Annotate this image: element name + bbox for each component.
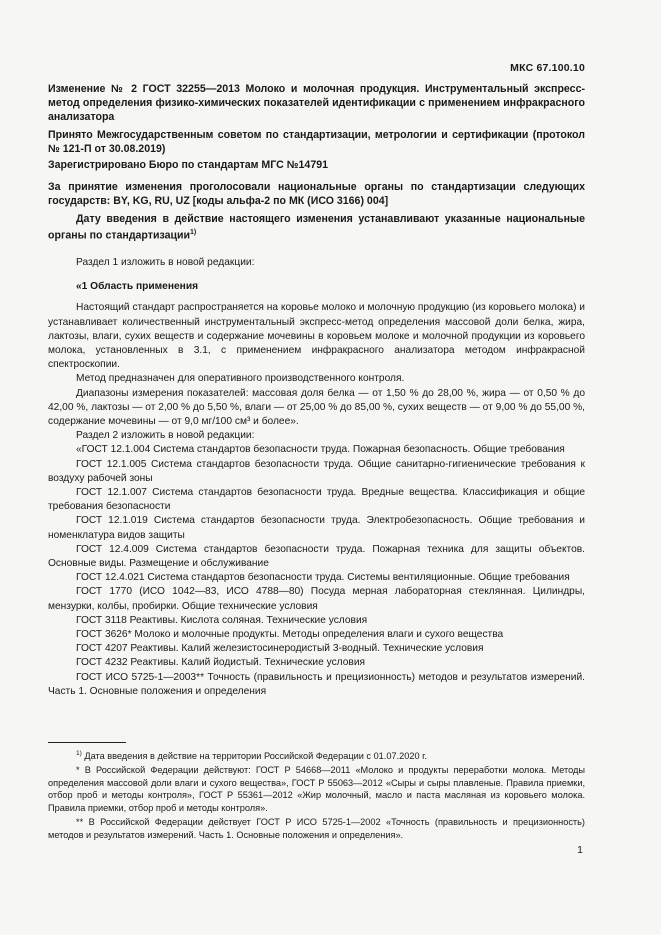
reference-item: ГОСТ 12.1.005 Система стандартов безопасности труда. Общие санитарно-гигиенические требования к воздуху рабочей зоны — [48, 458, 585, 484]
reference-item: ГОСТ 12.4.021 Система стандартов безопасности труда. Системы вентиляционные. Общие требования — [76, 572, 570, 584]
voted-statement: За принятие изменения проголосовали национальные органы по стандартизации следующих государств: BY, KG, RU, UZ [коды альфа-2 по МК (ИСО 3166) 004] — [48, 181, 585, 208]
footnote-1 — [48, 748, 585, 763]
section2-intro: Раздел 2 изложить в новой редакции: — [76, 430, 255, 442]
reference-item: ГОСТ 4207 Реактивы. Калий железистосинеродистый 3-водный. Технические условия — [76, 643, 484, 655]
reference-item: ГОСТ ИСО 5725-1—2003** Точность (правильность и прецизионность) методов и результатов измерений. Часть 1. Основные положения и определения — [48, 671, 585, 697]
reference-item: ГОСТ 12.1.007 Система стандартов безопасности труда. Вредные вещества. Классификация и общие требования безопасности — [48, 487, 585, 513]
reference-item: ГОСТ 12.4.009 Система стандартов безопасности труда. Пожарная техника для защиты объектов. Основные виды. Размещение и обслуживание — [48, 543, 585, 570]
reference-item: ГОСТ 3118 Реактивы. Кислота соляная. Технические условия — [76, 614, 368, 626]
scope-paragraph-3: Диапазоны измерения показателей: массовая доля белка — от 1,50 % до 28,00 %, жира — от 0,50 % до 42,00 %, лактозы — от 2,00 % до 5,50 %, влаги — от 25,00 % до 85,00 %, сухих веществ — от 9,00 % до 55,00 %, содержание мочевины — от 9,0 мг/100 см³ и более». — [48, 387, 585, 428]
footnote-1-mark: 1) — [76, 750, 82, 757]
footnote-2: * В Российской Федерации действуют: ГОСТ Р 54668—2011 «Молоко и продукты переработки молока. Методы определения массовой доли влаги и сухого вещества», ГОСТ Р 55063—2012 «Сыры и сыры плавленые. Правила приемки, отбор проб и методы контроля», ГОСТ Р 55361—2012 «Жир молочный, масло и паста масляная из коровьего молока. Правила приемки, отбор проб и методы контроля». — [48, 764, 585, 814]
scope-paragraph-2: Метод предназначен для оперативного производственного контроля. — [76, 373, 405, 385]
adopted-statement: Принято Межгосударственным советом по стандартизации, метрологии и сертификации (протокол № 121-П от 30.08.2019) — [48, 129, 585, 156]
footnote-1-text: Дата введения в действие на территории Российской Федерации с 01.07.2020 г. — [84, 751, 427, 762]
registered-statement: Зарегистрировано Бюро по стандартам МГС №14791 — [48, 159, 328, 171]
reference-item: ГОСТ 4232 Реактивы. Калий йодистый. Технические условия — [76, 657, 366, 669]
change-title: Изменение № 2 ГОСТ 32255—2013 Молоко и молочная продукция. Инструментальный экспресс-метод определения физико-химических показателей идентификации с применением инфракрасного анализатора — [48, 83, 585, 124]
section1-intro: Раздел 1 изложить в новой редакции: — [76, 257, 255, 268]
effective-date-text: Дату введения в действие настоящего изменения устанавливают указанные национальные органы по стандартизации — [48, 213, 585, 242]
reference-item: ГОСТ 1770 (ИСО 1042—83, ИСО 4788—80) Посуда мерная лабораторная стеклянная. Цилиндры, мензурки, колбы, пробирки. Общие технические условия — [48, 586, 585, 612]
effective-date-footnote-ref: 1) — [190, 229, 197, 237]
reference-item: «ГОСТ 12.1.004 Система стандартов безопасности труда. Пожарная безопасность. Общие требования — [76, 444, 565, 456]
footnote-3: ** В Российской Федерации действует ГОСТ Р ИСО 5725-1—2002 «Точность (правильность и прецизионность) методов и результатов измерений. Часть 1. Основные положения и определения». — [48, 817, 585, 840]
scope-paragraph-1: Настоящий стандарт распространяется на коровье молоко и молочную продукцию (из коровьего молока) и устанавливает количественный инструментальный экспресс-метод определения массовой доли белка, жира, лактозы, влаги, сухих веществ и содержание мочевины в коровьем молоке и молочной продукции из коровьего молока, установленных в 3.1, с применением инфракрасного анализатора методом инфракрасной спектроскопии. — [48, 302, 585, 371]
page-number: 1 — [577, 844, 583, 856]
section1-heading: «1 Область применения — [76, 281, 199, 293]
footnotes — [48, 748, 585, 843]
reference-item: ГОСТ 3626* Молоко и молочные продукты. Методы определения влаги и сухого вещества — [76, 629, 504, 641]
effective-date-statement — [48, 212, 585, 243]
classification-code: МКС 67.100.10 — [510, 62, 585, 74]
body-text — [48, 256, 585, 699]
reference-item: ГОСТ 12.1.019 Система стандартов безопасности труда. Электробезопасность. Общие требования и номенклатура видов защиты — [48, 515, 585, 541]
footnote-divider — [48, 742, 126, 743]
